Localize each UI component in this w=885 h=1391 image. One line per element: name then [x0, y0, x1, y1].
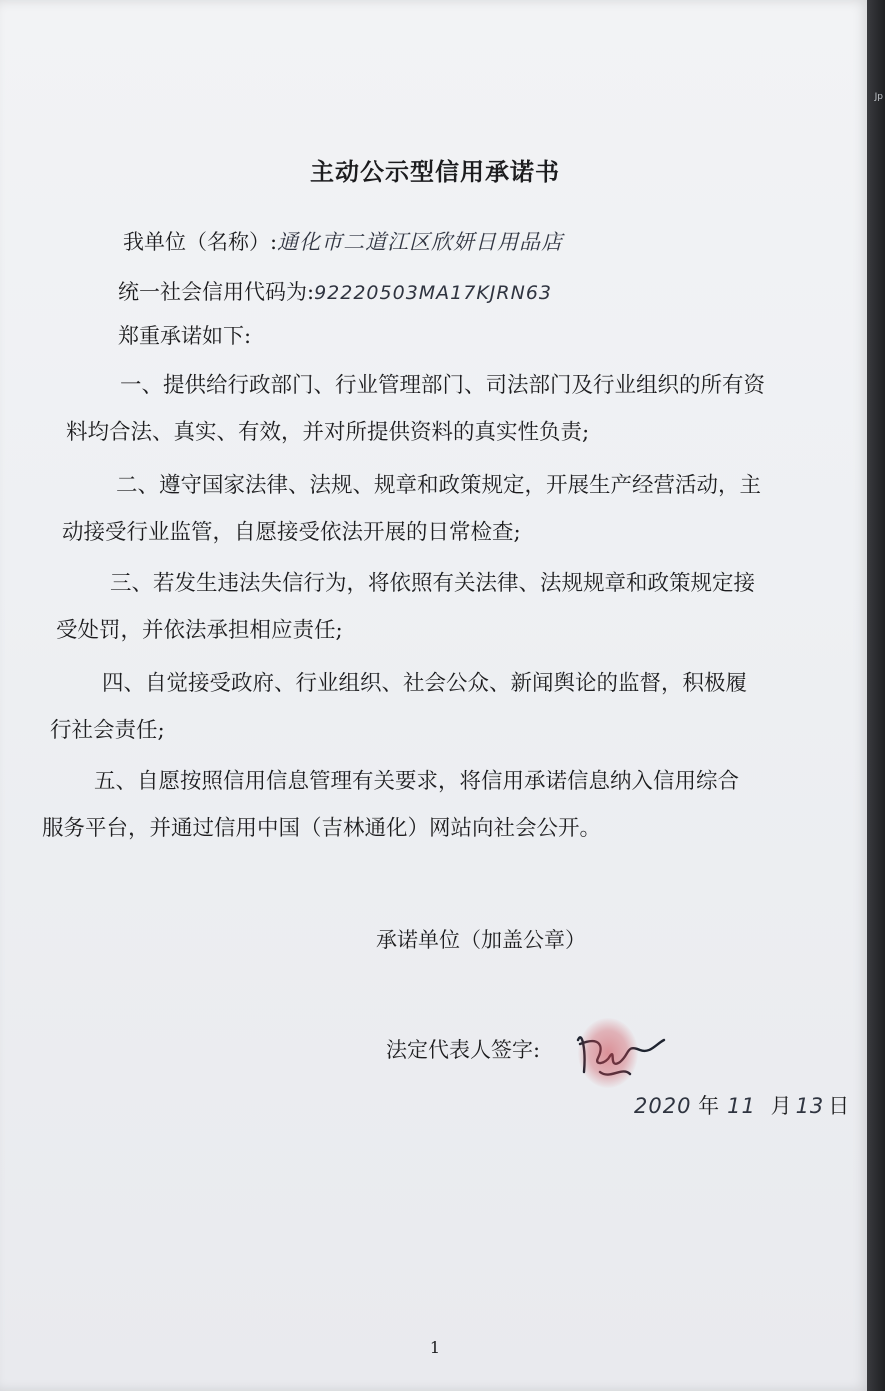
page-number: 1	[429, 1338, 441, 1357]
commitment-first-line: 四、自觉接受政府、行业组织、社会公众、新闻舆论的监督，积极履	[102, 671, 748, 696]
commitment-item	[50, 660, 830, 754]
unit-name-line	[123, 226, 563, 256]
document-title: 主动公示型信用承诺书	[310, 158, 560, 186]
date-month-label: 月	[770, 1094, 792, 1118]
date-day: 13	[795, 1094, 825, 1118]
commitment-first-line: 五、自愿按照信用信息管理有关要求，将信用承诺信息纳入信用综合	[94, 769, 740, 794]
date-year-label: 年	[698, 1094, 720, 1118]
commitment-second-line: 动接受行业监管，自愿接受依法开展的日常检查;	[62, 520, 521, 545]
signing-date	[634, 1090, 849, 1120]
credit-code-line	[118, 276, 552, 306]
commitment-second-line: 服务平台，并通过信用中国（吉林通化）网站向社会公开。	[42, 816, 602, 841]
commitment-item	[42, 758, 832, 852]
commitment-item	[66, 362, 836, 456]
commitment-second-line: 受处罚，并依法承担相应责任;	[56, 618, 343, 643]
date-year: 2020	[634, 1094, 692, 1118]
fingerprint-mark	[578, 1018, 638, 1088]
date-month: 11	[727, 1094, 756, 1118]
seal-line: 承诺单位（加盖公章）	[376, 928, 586, 952]
commitment-item	[62, 462, 832, 556]
commitment-first-line: 三、若发生违法失信行为，将依照有关法律、法规规章和政策规定接	[110, 571, 756, 596]
commitment-first-line: 一、提供给行政部门、行业管理部门、司法部门及行业组织的所有资	[120, 373, 766, 398]
unit-name-label: 我单位（名称）:	[123, 230, 278, 254]
unit-name-value: 通化市二道江区欣妍日用品店	[277, 230, 564, 254]
date-day-label: 日	[828, 1094, 850, 1118]
commitment-first-line: 二、遵守国家法律、法规、规章和政策规定，开展生产经营活动，主	[116, 473, 762, 498]
edge-text: Jp	[874, 92, 883, 102]
commitment-item	[56, 560, 831, 654]
commitment-second-line: 料均合法、真实、有效，并对所提供资料的真实性负责;	[66, 420, 590, 445]
signature-label: 法定代表人签字:	[386, 1038, 541, 1062]
intro-text: 郑重承诺如下:	[118, 324, 252, 348]
credit-code-value: 92220503MA17KJRN63	[314, 282, 553, 304]
signature-area	[560, 1010, 680, 1100]
credit-code-label: 统一社会信用代码为:	[118, 280, 315, 304]
commitment-second-line: 行社会责任;	[50, 718, 165, 743]
background-edge	[867, 0, 885, 1391]
